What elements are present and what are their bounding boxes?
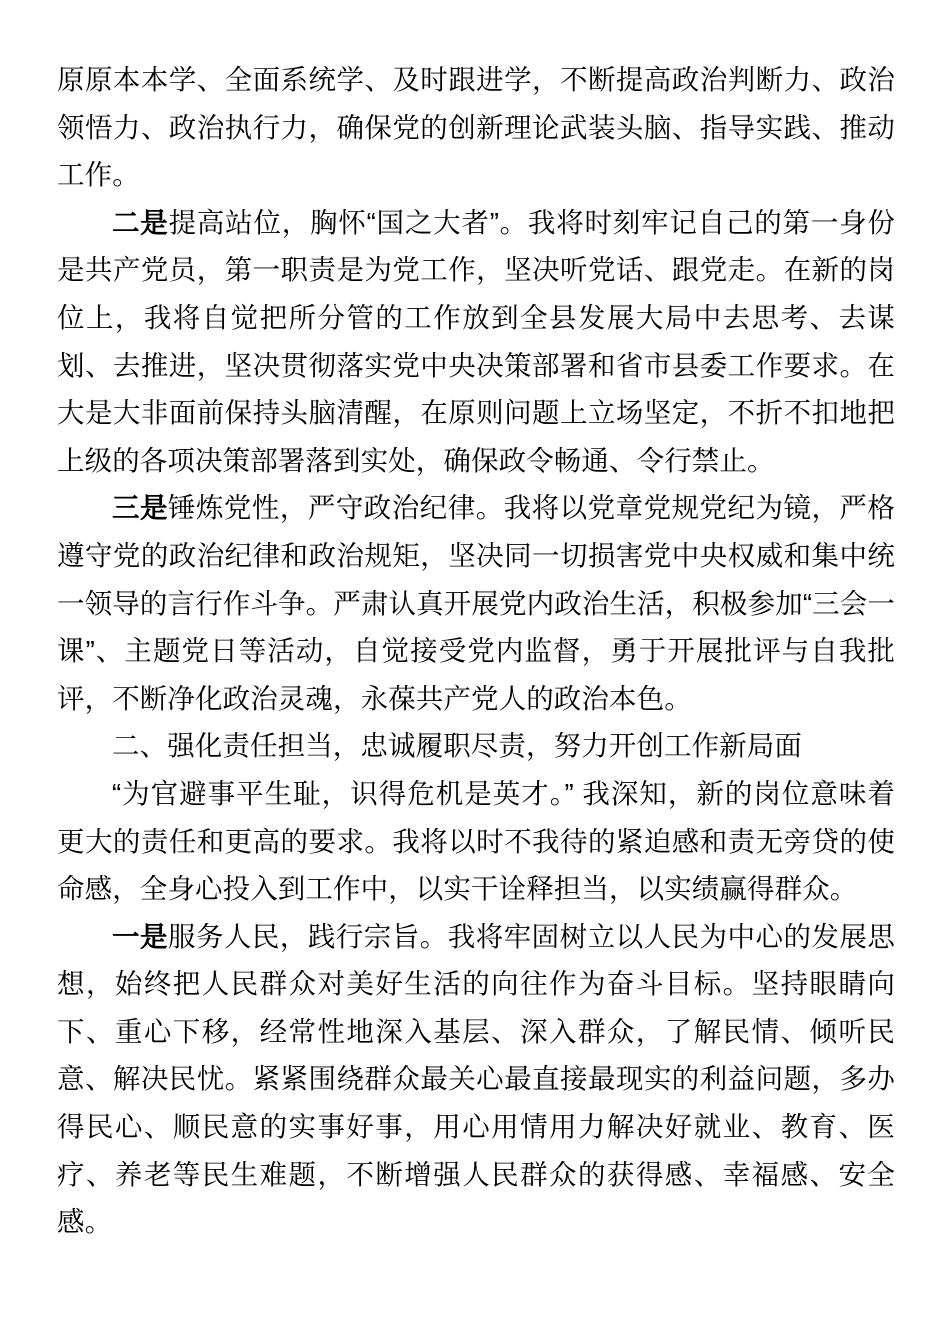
paragraph-p5 (57, 913, 895, 1246)
paragraph-text: 原原本本学、全面系统学、及时跟进学，不断提高政治判断力、政治领悟力、政治执行力，确保党的创新理论武装头脑、指导实践、推动工作。 (57, 64, 895, 191)
paragraph-text: “为官避事平生耻，识得危机是英才。” 我深知，新的岗位意味着更大的责任和更高的要求。我将以时不我待的紧迫感和责无旁贷的使命感，全身心投入到工作中，以实干诠释担当，以实绩赢得群众。 (57, 777, 895, 905)
paragraph-text: 服务人民，践行宗旨。我将牢固树立以人民为中心的发展思想，始终把人民群众对美好生活的向往作为奋斗目标。坚持眼睛向下、重心下移，经常性地深入基层、深入群众，了解民情、倾听民意、解决民忧。紧紧围绕群众最关心最直接最现实的利益问题，多办得民心、顺民意的实事好事，用心用情用力解决好就业、教育、医疗、养老等民生难题，不断增强人民群众的获得感、幸福感、安全感。 (57, 920, 895, 1238)
paragraph-text: 锤炼党性，严守政治纪律。我将以党章党规党纪为镜，严格遵守党的政治纪律和政治规矩，坚决同一切损害党中央权威和集中统一领导的言行作斗争。严肃认真开展党内政治生活，积极参加“三会一课”、主题党日等活动，自觉接受党内监督，勇于开展批评与自我批评，不断净化政治灵魂，永葆共产党人的政治本色。 (57, 492, 895, 714)
paragraph-p1 (57, 56, 895, 199)
paragraph-lead-label: 二是 (112, 206, 169, 238)
paragraph-p2 (57, 199, 895, 485)
paragraph-lead-label: 一是 (112, 920, 168, 952)
paragraph-lead-label: 三是 (112, 492, 168, 524)
section-heading-text: 二、强化责任担当，忠诚履职尽责，努力开创工作新局面 (112, 730, 802, 762)
paragraph-text: 提高站位，胸怀“国之大者”。我将时刻牢记自己的第一身份是共产党员，第一职责是为党工作，坚决听党话、跟党走。在新的岗位上，我将自觉把所分管的工作放到全县发展大局中去思考、去谋划、去推进，坚决贯彻落实党中央决策部署和省市县委工作要求。在大是大非面前保持头脑清醒，在原则问题上立场坚定，不折不扣地把上级的各项决策部署落到实处，确保政令畅通、令行禁止。 (57, 206, 895, 476)
document-body (57, 56, 895, 1246)
section-heading-two (57, 722, 895, 770)
paragraph-p4 (57, 770, 895, 913)
paragraph-p3 (57, 484, 895, 722)
